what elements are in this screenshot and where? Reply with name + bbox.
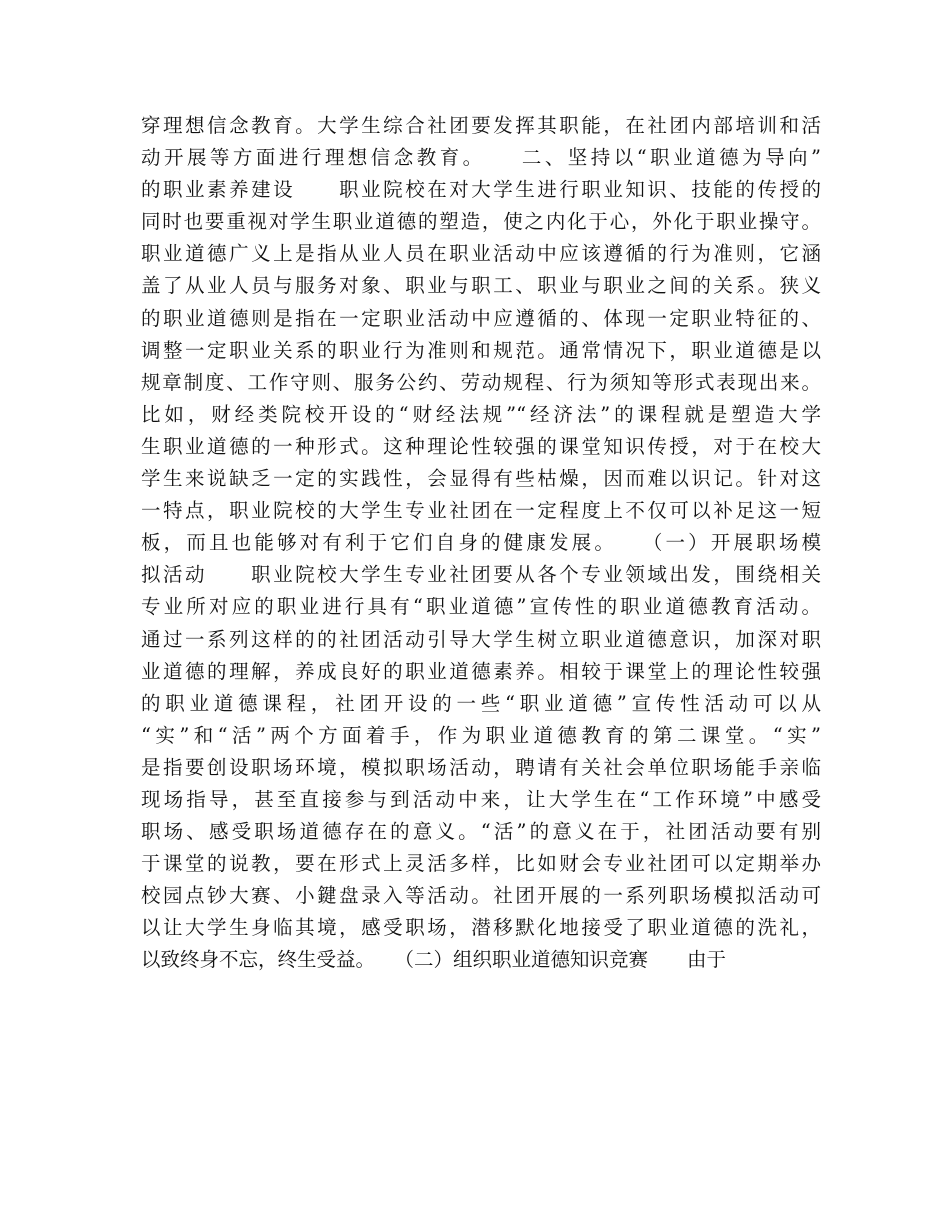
text-line: 校园点钞大赛、小鍵盘录入等活动。社团开展的一系列职场模拟活动可 xyxy=(141,884,821,908)
text-line: 板，而且也能够对有利于它们自身的健康发展。 （一）开展职场模 xyxy=(141,531,821,555)
text-line: 同时也要重视对学生职业道德的塑造，使之内化于心，外化于职业操守。 xyxy=(141,210,821,234)
text-line: 业道德的理解，养成良好的职业道德素养。相较于课堂上的理论性较强 xyxy=(141,659,821,683)
text-line: 职业道德广义上是指从业人员在职业活动中应该遵循的行为准则，它涵 xyxy=(141,242,821,266)
text-line: 调整一定职业关系的职业行为准则和规范。通常情况下，职业道德是以 xyxy=(141,338,821,362)
text-line: 一特点，职业院校的大学生专业社团在一定程度上不仅可以补足这一短 xyxy=(141,499,821,523)
text-line: 通过一系列这样的的社团活动引导大学生树立职业道德意识，加深对职 xyxy=(141,627,821,651)
text-line: 以致终身不忘，终生受益。 （二）组织职业道德知识竞赛 由于 xyxy=(141,948,727,972)
text-line: 是指要创设职场环境，模拟职场活动，聘请有关社会单位职场能手亲临 xyxy=(141,755,821,779)
text-line: 比如，财经类院校开设的“财经法规”“经济法”的课程就是塑造大学 xyxy=(141,402,821,426)
text-line: 动开展等方面进行理想信念教育。 二、坚持以“职业道德为导向” xyxy=(141,146,821,170)
text-line: 现场指导，甚至直接参与到活动中来，让大学生在“工作环境”中感受 xyxy=(141,787,821,811)
text-line: 穿理想信念教育。大学生综合社团要发挥其职能，在社团内部培训和活 xyxy=(141,114,821,137)
text-line: 于课堂的说教，要在形式上灵活多样，比如财会专业社团可以定期举办 xyxy=(141,852,821,876)
text-line: 生职业道德的一种形式。这种理论性较强的课堂知识传授，对于在校大 xyxy=(141,434,821,458)
text-line: 拟活动 职业院校大学生专业社团要从各个专业领域出发，围绕相关 xyxy=(141,563,821,587)
text-line: “实”和“活”两个方面着手，作为职业道德教育的第二课堂。“实” xyxy=(141,723,821,747)
text-line: 的职业素养建设 职业院校在对大学生进行职业知识、技能的传授的 xyxy=(141,178,821,202)
text-line: 专业所对应的职业进行具有“职业道德”宣传性的职业道德教育活动。 xyxy=(141,595,821,619)
text-line: 的职业道德课程，社团开设的一些“职业道德”宣传性活动可以从 xyxy=(141,691,821,715)
text-line: 规章制度、工作守则、服务公约、劳动规程、行为须知等形式表现出来。 xyxy=(141,370,821,394)
text-line: 职场、感受职场道德存在的意义。“活”的意义在于，社团活动要有别 xyxy=(141,820,821,844)
text-line: 盖了从业人员与服务对象、职业与职工、职业与职业之间的关系。狭义 xyxy=(141,274,821,298)
text-line: 以让大学生身临其境，感受职场，潜移默化地接受了职业道德的洗礼， xyxy=(141,916,821,940)
body-text xyxy=(141,110,821,977)
text-line: 学生来说缺乏一定的实践性，会显得有些枯燥，因而难以识记。针对这 xyxy=(141,467,821,491)
text-line: 的职业道德则是指在一定职业活动中应遵循的、体现一定职业特征的、 xyxy=(141,306,821,330)
